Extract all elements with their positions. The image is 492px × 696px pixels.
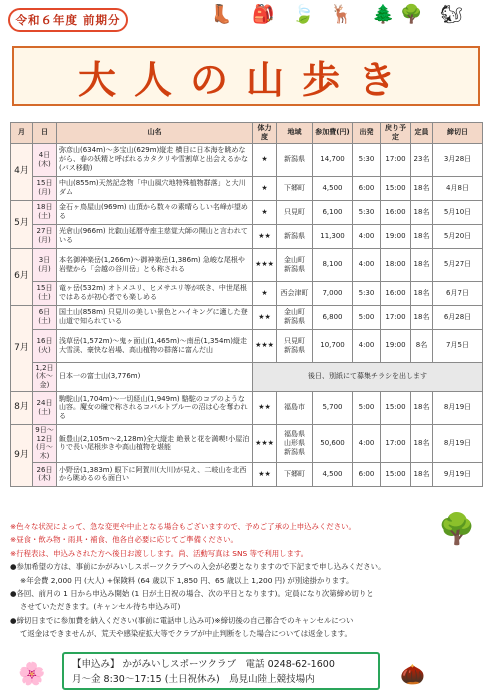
table-cell: ★★ — [253, 391, 277, 424]
table-row — [11, 200, 483, 224]
note-line: ●締切日までに参加費を納入ください(事前に電話申し込み可)※締切後の自己都合でのキャンセルについ — [10, 615, 354, 625]
table-cell: 18名 — [411, 200, 433, 224]
table-cell: 4月 — [11, 143, 33, 200]
table-cell: 15:00 — [381, 176, 411, 200]
table-cell: 新潟県 — [277, 224, 313, 248]
table-cell: 18名 — [411, 462, 433, 486]
table-cell: 9月 — [11, 424, 33, 486]
table-row — [11, 424, 483, 462]
leaf-icon: 🍃 — [292, 4, 315, 25]
table-cell: 6:00 — [353, 462, 381, 486]
table-cell: 17:00 — [381, 424, 411, 462]
note-line: ●各回、前月の 1 日から申込み開始 (1 日が土日祝の場合、次の平日となります)。定員になり次第締め切りと — [10, 589, 374, 599]
table-cell: 4,500 — [313, 176, 353, 200]
column-header: 戻り予定 — [381, 123, 411, 144]
note-line: させていただきます。(キャンセル待ち申込み可) — [20, 602, 181, 612]
table-cell: 18:00 — [381, 248, 411, 281]
table-cell: ★★★ — [253, 329, 277, 362]
tree-icon: 🌳 — [400, 4, 423, 25]
table-cell: 只見町 新潟県 — [277, 329, 313, 362]
table-cell: 7月5日 — [433, 329, 483, 362]
deer-icon: 🦌 — [330, 4, 353, 25]
table-cell: 西会津町 — [277, 281, 313, 305]
table-cell: 9日～12日 (月～木) — [33, 424, 57, 462]
table-cell: 15日 (月) — [33, 176, 57, 200]
table-cell: 新潟県 — [277, 143, 313, 176]
table-cell: 福島県 山形県 新潟県 — [277, 424, 313, 462]
column-header: 出発 — [353, 123, 381, 144]
table-cell: 3月28日 — [433, 143, 483, 176]
note-line: ※行程表は、申込みされた方へ後日お渡しします。尚、活動写真は SNS 等で利用します。 — [10, 548, 309, 558]
table-cell: 5:00 — [353, 305, 381, 329]
column-header: 参加費(円) — [313, 123, 353, 144]
table-cell: 8,100 — [313, 248, 353, 281]
table-cell: 5:30 — [353, 200, 381, 224]
table-cell: 8月 — [11, 391, 33, 424]
notes — [10, 520, 482, 641]
table-cell: 15:00 — [381, 462, 411, 486]
table-cell: 8月19日 — [433, 391, 483, 424]
table-cell: 15日 (土) — [33, 281, 57, 305]
page-title: 大人の山歩き — [77, 56, 414, 102]
table-cell: 18名 — [411, 281, 433, 305]
note-line: ※昼食・飲み物・雨具・補食、他各自必要に応じてご準備ください。 — [10, 535, 238, 545]
note-line: て返金はできませんが、荒天や感染症拡大等でクラブが中止判断をした場合については返金します。 — [20, 629, 352, 639]
table-cell: 27日 (月) — [33, 224, 57, 248]
table-row — [11, 305, 483, 329]
column-header: 定員 — [411, 123, 433, 144]
table-row — [11, 329, 483, 362]
table-cell: ★★ — [253, 462, 277, 486]
chestnut-icon: 🌰 — [400, 662, 425, 686]
table-header — [11, 123, 483, 144]
table-cell: 4:00 — [353, 424, 381, 462]
table-cell: 本名御神楽岳(1,266m)～御神楽岳(1,386m) 急峻な尾根や岩壁から「会越の谷川岳」とも称される — [57, 248, 253, 281]
table-cell: 中山(855m)天然記念物「中山風穴地特殊植物群落」と大川ダム — [57, 176, 253, 200]
table-cell: ★★ — [253, 224, 277, 248]
table-cell: 福島市 — [277, 391, 313, 424]
squirrel-icon: 🐿 — [440, 4, 463, 25]
table-cell: 駒駝山(1,704m)～一切経山(1,949m) 駱駝のコブのような山容。魔女の瞳で称されるコバルトブルーの沼は心を奪われる — [57, 391, 253, 424]
table-cell: 23名 — [411, 143, 433, 176]
column-header: 月 — [11, 123, 33, 144]
table-cell: 5,700 — [313, 391, 353, 424]
table-cell: 15:00 — [381, 391, 411, 424]
table-cell: 18名 — [411, 305, 433, 329]
tree-icon: 🌲 — [372, 4, 395, 25]
boot-icon: 👢 — [210, 4, 233, 25]
subtitle-badge: 令和６年度 前期分 — [8, 8, 128, 32]
table-cell: 16:00 — [381, 200, 411, 224]
table-cell: 19:00 — [381, 329, 411, 362]
table-cell: 26日 (木) — [33, 462, 57, 486]
table-cell: 17:00 — [381, 143, 411, 176]
title-box — [12, 46, 480, 106]
table-cell: 小野岳(1,383m) 眼下に阿賀川(大川)が見え、二岐山を北西から眺めるのも面白い — [57, 462, 253, 486]
table-cell: 17:00 — [381, 305, 411, 329]
table-cell: 下郷町 — [277, 462, 313, 486]
table-cell: 1,2日 (木～金) — [33, 362, 57, 391]
contact-line: 月～金 8:30～17:15 (土日祝休み) 鳥見山陸上競技場内 — [72, 674, 315, 685]
table-cell: 4,500 — [313, 462, 353, 486]
header — [0, 0, 492, 112]
note-line: ※年会費 2,000 円 (大人) +保険料 (64 歳以下 1,850 円、65 歳以上 1,200 円) が別途掛かります。 — [20, 575, 354, 585]
table-row — [11, 391, 483, 424]
schedule-table — [10, 122, 483, 487]
table-row — [11, 362, 483, 391]
table-cell: 9月19日 — [433, 462, 483, 486]
table-cell: ★ — [253, 176, 277, 200]
table-cell: 6月 — [11, 248, 33, 305]
table-cell: 金山町 新潟県 — [277, 248, 313, 281]
table-row — [11, 281, 483, 305]
tree-icon: 🌳 — [438, 512, 476, 547]
table-cell: ★ — [253, 281, 277, 305]
table-row — [11, 143, 483, 176]
table-row — [11, 248, 483, 281]
table-row — [11, 462, 483, 486]
note-line: ●参加希望の方は、事前にかがみいしスポーツクラブへの入会が必要となりますので下記まで申し込みください。 — [10, 562, 386, 572]
table-cell: 18名 — [411, 248, 433, 281]
flower-icon: 🌸 — [18, 662, 46, 687]
table-cell: 6日 (土) — [33, 305, 57, 329]
table-cell: 6:00 — [353, 176, 381, 200]
backpack-icon: 🎒 — [252, 4, 275, 25]
table-cell: 6,800 — [313, 305, 353, 329]
table-cell: 19:00 — [381, 224, 411, 248]
table-cell: 8名 — [411, 329, 433, 362]
table-cell: 金山町 新潟県 — [277, 305, 313, 329]
table-cell: 下郷町 — [277, 176, 313, 200]
table-cell: 後日、別紙にて募集チラシを出します — [253, 362, 483, 391]
table-cell: 11,300 — [313, 224, 353, 248]
table-cell: ★ — [253, 143, 277, 176]
table-cell: 50,600 — [313, 424, 353, 462]
table-row — [11, 176, 483, 200]
table-cell: 5月10日 — [433, 200, 483, 224]
table-cell: 7,000 — [313, 281, 353, 305]
table-cell: 18名 — [411, 224, 433, 248]
column-header: 日 — [33, 123, 57, 144]
table-cell: 6月7日 — [433, 281, 483, 305]
table-cell: 14,700 — [313, 143, 353, 176]
table-cell: 16日 (火) — [33, 329, 57, 362]
table-cell: 弥彦山(634m)～多宝山(629m)縦走 横目に日本海を眺めながら、春の妖精と呼ばれるカタクリや雪割草と出会えるかな (バス移動) — [57, 143, 253, 176]
table-cell: 16:00 — [381, 281, 411, 305]
table-cell: 4月8日 — [433, 176, 483, 200]
table-cell: 4:00 — [353, 248, 381, 281]
table-cell: ★★★ — [253, 248, 277, 281]
table-cell: 6,100 — [313, 200, 353, 224]
table-cell: 日本一の富士山(3,776m) — [57, 362, 253, 391]
table-cell: 5:30 — [353, 281, 381, 305]
table-cell: 18日 (土) — [33, 200, 57, 224]
table-cell: 18名 — [411, 391, 433, 424]
table-row — [11, 224, 483, 248]
contact-box — [62, 652, 380, 690]
table-cell: 8月19日 — [433, 424, 483, 462]
table-cell: ★★★ — [253, 424, 277, 462]
note-line: ※色々な状況によって、急な変更や中止となる場合もございますので、予めご了承の上申込みください。 — [10, 522, 356, 531]
column-header: 体力度 — [253, 123, 277, 144]
table-cell: 4:00 — [353, 224, 381, 248]
table-cell: 10,700 — [313, 329, 353, 362]
table-cell: 竜ヶ岳(532m) オトメユリ、ヒメサユリ等が咲き、中世尾根ではあるが初心者でも楽しめる — [57, 281, 253, 305]
table-cell: 国土山(858m) 只見川の美しい景色とハイキングに適した登山道で知られている — [57, 305, 253, 329]
table-cell: 18名 — [411, 424, 433, 462]
table-cell: ★★ — [253, 305, 277, 329]
table-cell: 24日 (土) — [33, 391, 57, 424]
table-cell: 5月 — [11, 200, 33, 248]
table-cell: 5:30 — [353, 143, 381, 176]
table-cell: 光倉山(966m) 比叡山延暦寺座主慈覚大師の開山と言われている — [57, 224, 253, 248]
table-cell: 5月20日 — [433, 224, 483, 248]
table-cell: 飯豊山(2,105m～2,128m)全大縦走 絶景と花を満喫!小屋泊りで長い尾根歩きや高山植物を堪能 — [57, 424, 253, 462]
table-cell: 5月27日 — [433, 248, 483, 281]
table-cell: 18名 — [411, 176, 433, 200]
table-cell: 4日 (木) — [33, 143, 57, 176]
table-cell: 3日 (月) — [33, 248, 57, 281]
contact-line: 【申込み】 かがみいしスポーツクラブ 電話 0248-62-1600 — [72, 659, 335, 670]
table-cell: 7月 — [11, 305, 33, 391]
table-cell: 金石ヶ鳥屋山(969m) 山頂から数々の素晴らしい名峰が望める — [57, 200, 253, 224]
column-header: 締切日 — [433, 123, 483, 144]
table-cell: 5:00 — [353, 391, 381, 424]
table-cell: 6月28日 — [433, 305, 483, 329]
table-cell: 浅草岳(1,572m)～鬼ヶ面山(1,465m)～南岳(1,354m)縦走 大雪渓、豪快な岩場、高山植物の群落に富んだ山 — [57, 329, 253, 362]
column-header: 山名 — [57, 123, 253, 144]
table-cell: 4:00 — [353, 329, 381, 362]
column-header: 地域 — [277, 123, 313, 144]
table-cell: 只見町 — [277, 200, 313, 224]
table-cell: ★ — [253, 200, 277, 224]
